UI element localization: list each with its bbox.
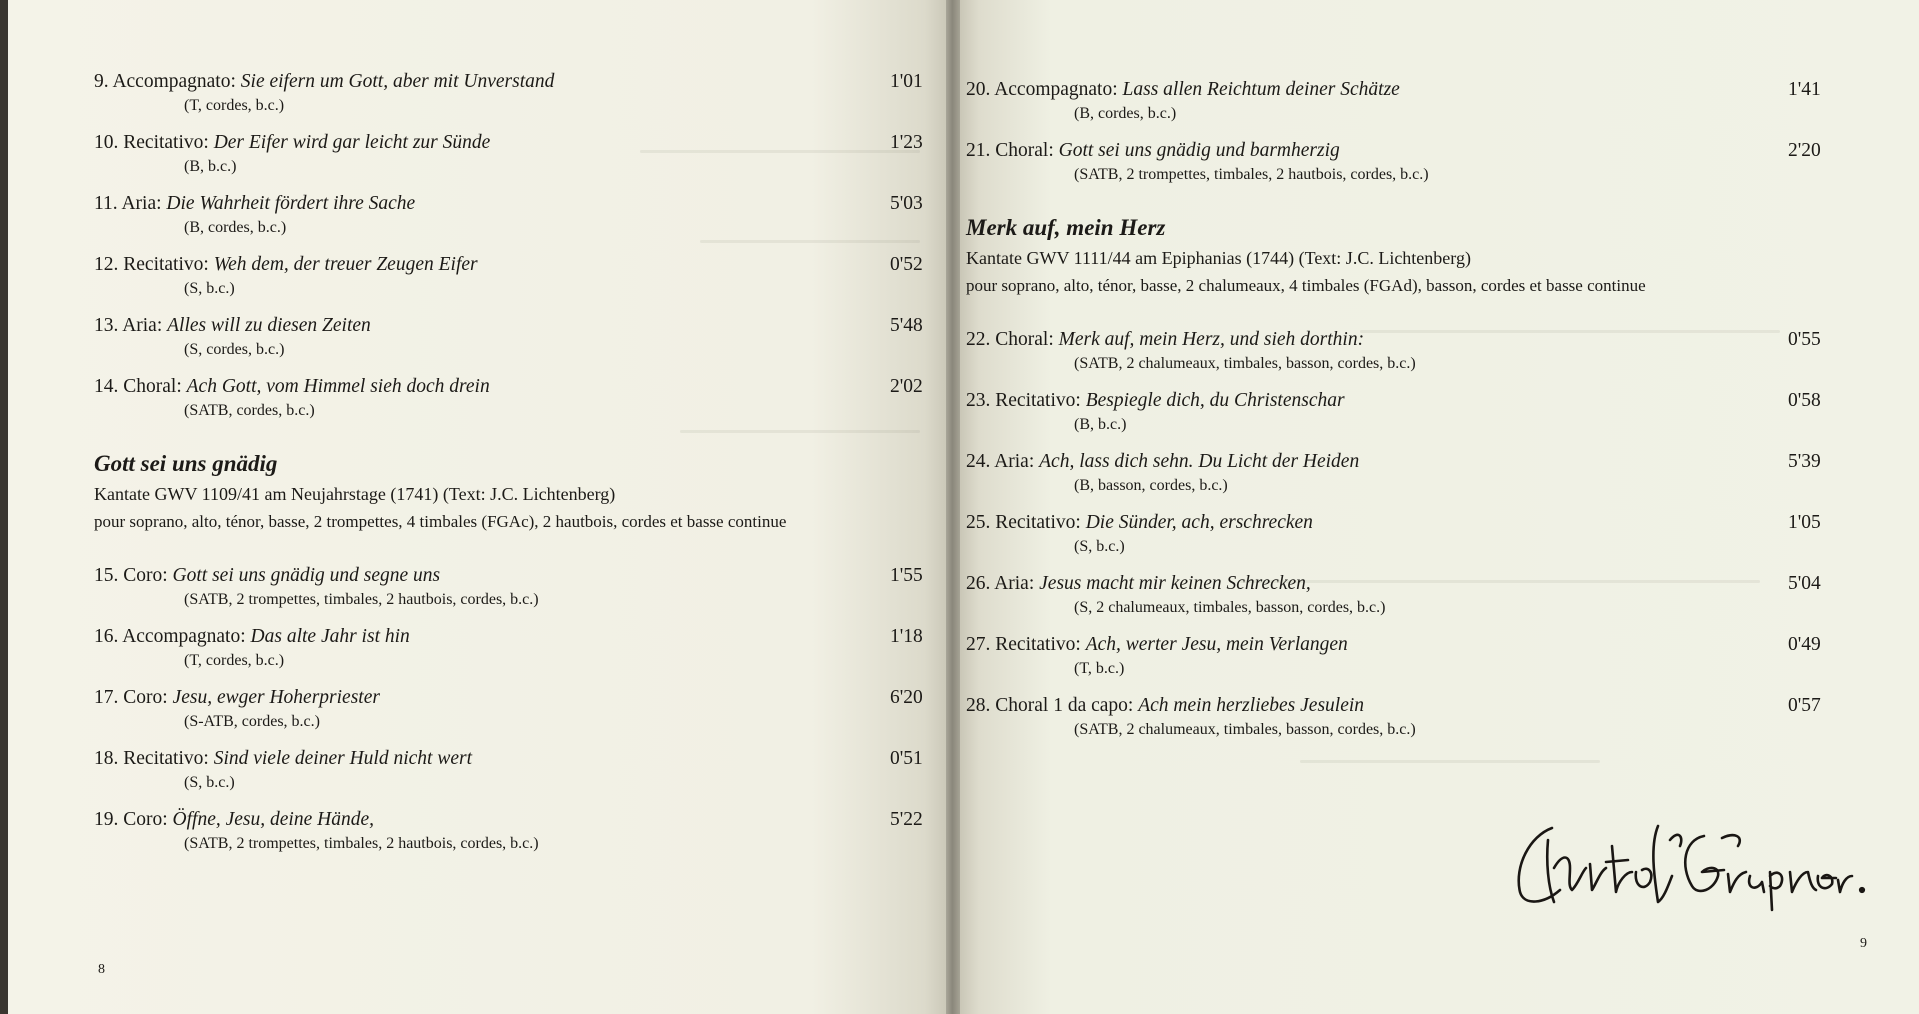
- track-group: [966, 326, 1846, 741]
- track-entry: [94, 562, 934, 611]
- track-title-line: [966, 631, 1846, 658]
- track-form: Recitativo:: [995, 512, 1081, 533]
- track-duration: 0'51: [890, 748, 923, 769]
- track-form: Recitativo:: [123, 254, 209, 275]
- track-scoring: (S, 2 chalumeaux, timbales, basson, cordes, b.c.): [1074, 599, 1386, 616]
- track-work-title: Die Wahrheit fördert ihre Sache: [166, 193, 416, 214]
- track-work-title: Jesus macht mir keinen Schrecken,: [1039, 573, 1311, 594]
- track-number: 14.: [94, 376, 119, 397]
- track-entry: [94, 745, 934, 794]
- cantata-heading: [94, 448, 934, 536]
- track-number: 16.: [94, 626, 119, 647]
- track-number: 19.: [94, 809, 119, 830]
- track-entry: [94, 129, 934, 178]
- track-form: Coro:: [123, 565, 168, 586]
- track-duration: 6'20: [890, 687, 923, 708]
- track-entry: [94, 312, 934, 361]
- track-title-line: [966, 509, 1846, 536]
- track-group: [94, 68, 934, 422]
- track-title-line: [94, 251, 934, 278]
- track-scoring: (T, cordes, b.c.): [184, 652, 285, 669]
- track-work-title: Der Eifer wird gar leicht zur Sünde: [213, 132, 491, 153]
- track-work-title: Lass allen Reichtum deiner Schätze: [1122, 79, 1400, 100]
- track-form: Accompagnato:: [994, 79, 1118, 100]
- track-scoring: (B, basson, cordes, b.c.): [1074, 477, 1228, 494]
- page-number: 9: [1860, 936, 1867, 951]
- track-form: Accompagnato:: [122, 626, 246, 647]
- track-number: 13.: [94, 315, 119, 336]
- track-form: Accompagnato:: [112, 71, 236, 92]
- track-scoring: (B, b.c.): [1074, 416, 1127, 433]
- track-work-title: Weh dem, der treuer Zeugen Eifer: [213, 254, 478, 275]
- track-work-title: Ach, werter Jesu, mein Verlangen: [1085, 634, 1348, 655]
- track-form: Recitativo:: [123, 132, 209, 153]
- track-duration: 5'48: [890, 315, 923, 336]
- track-duration: 0'55: [1788, 329, 1821, 350]
- track-title-line: [966, 326, 1846, 353]
- page-number: 8: [98, 962, 105, 977]
- track-duration: 1'41: [1788, 79, 1821, 100]
- track-form: Aria:: [994, 573, 1035, 594]
- track-scoring: (SATB, 2 trompettes, timbales, 2 hautbois, cordes, b.c.): [184, 591, 539, 608]
- track-duration: 0'58: [1788, 390, 1821, 411]
- track-scoring: (S, b.c.): [1074, 538, 1125, 555]
- track-work-title: Sie eifern um Gott, aber mit Unverstand: [240, 71, 555, 92]
- track-entry: [966, 387, 1846, 436]
- right-track-list: [966, 76, 1846, 753]
- track-number: 25.: [966, 512, 991, 533]
- book-spine: [946, 0, 960, 1014]
- track-entry: [94, 68, 934, 117]
- track-duration: 1'23: [890, 132, 923, 153]
- track-entry: [966, 448, 1846, 497]
- track-title-line: [966, 137, 1846, 164]
- track-number: 24.: [966, 451, 991, 472]
- track-scoring: (SATB, cordes, b.c.): [184, 402, 315, 419]
- track-number: 26.: [966, 573, 991, 594]
- track-form: Choral:: [123, 376, 182, 397]
- track-number: 9.: [94, 71, 109, 92]
- track-title-line: [94, 68, 934, 95]
- track-number: 18.: [94, 748, 119, 769]
- track-form: Choral:: [995, 329, 1054, 350]
- track-number: 28.: [966, 695, 991, 716]
- track-scoring: (B, cordes, b.c.): [1074, 105, 1177, 122]
- track-duration: 5'39: [1788, 451, 1821, 472]
- track-duration: 1'01: [890, 71, 923, 92]
- track-duration: 2'20: [1788, 140, 1821, 161]
- track-duration: 5'03: [890, 193, 923, 214]
- cantata-title: Merk auf, mein Herz: [966, 215, 1166, 240]
- track-title-line: [94, 745, 934, 772]
- cantata-title: Gott sei uns gnädig: [94, 451, 278, 476]
- track-group: [94, 562, 934, 855]
- track-number: 20.: [966, 79, 991, 100]
- track-entry: [966, 570, 1846, 619]
- track-title-line: [966, 448, 1846, 475]
- track-work-title: Gott sei uns gnädig und barmherzig: [1058, 140, 1340, 161]
- track-scoring: (B, cordes, b.c.): [184, 219, 287, 236]
- track-duration: 0'57: [1788, 695, 1821, 716]
- track-entry: [94, 623, 934, 672]
- track-title-line: [966, 76, 1846, 103]
- track-number: 22.: [966, 329, 991, 350]
- track-title-line: [966, 387, 1846, 414]
- cantata-scoring-line: pour soprano, alto, ténor, basse, 2 chalumeaux, 4 timbales (FGAd), basson, cordes et basse continue: [966, 276, 1646, 295]
- track-duration: 1'05: [1788, 512, 1821, 533]
- track-number: 27.: [966, 634, 991, 655]
- track-work-title: Merk auf, mein Herz, und sieh dorthin:: [1058, 329, 1365, 350]
- track-title-line: [94, 684, 934, 711]
- track-entry: [94, 806, 934, 855]
- track-entry: [966, 326, 1846, 375]
- track-entry: [94, 190, 934, 239]
- track-work-title: Die Sünder, ach, erschrecken: [1085, 512, 1313, 533]
- track-form: Recitativo:: [995, 390, 1081, 411]
- track-title-line: [94, 562, 934, 589]
- track-duration: 1'55: [890, 565, 923, 586]
- track-scoring: (S, b.c.): [184, 774, 235, 791]
- track-work-title: Jesu, ewger Hoherpriester: [172, 687, 380, 708]
- track-title-line: [94, 190, 934, 217]
- track-duration: 2'02: [890, 376, 923, 397]
- track-entry: [966, 692, 1846, 741]
- track-number: 10.: [94, 132, 119, 153]
- track-number: 12.: [94, 254, 119, 275]
- track-form: Aria:: [121, 193, 162, 214]
- track-scoring: (T, b.c.): [1074, 660, 1125, 677]
- track-entry: [966, 137, 1846, 186]
- track-title-line: [94, 129, 934, 156]
- track-form: Choral 1 da capo:: [995, 695, 1134, 716]
- cantata-scoring-line: pour soprano, alto, ténor, basse, 2 trompettes, 4 timbales (FGAc), 2 hautbois, cordes et basse continue: [94, 512, 787, 531]
- track-work-title: Ach mein herzliebes Jesulein: [1138, 695, 1365, 716]
- track-form: Coro:: [123, 809, 168, 830]
- track-scoring: (S-ATB, cordes, b.c.): [184, 713, 320, 730]
- track-work-title: Gott sei uns gnädig und segne uns: [172, 565, 441, 586]
- track-duration: 5'22: [890, 809, 923, 830]
- track-entry: [94, 684, 934, 733]
- track-duration: 0'49: [1788, 634, 1821, 655]
- cantata-catalog-line: Kantate GWV 1109/41 am Neujahrstage (1741) (Text: J.C. Lichtenberg): [94, 484, 616, 504]
- track-work-title: Alles will zu diesen Zeiten: [167, 315, 371, 336]
- track-form: Coro:: [123, 687, 168, 708]
- track-entry: [94, 251, 934, 300]
- track-work-title: Sind viele deiner Huld nicht wert: [213, 748, 473, 769]
- track-number: 23.: [966, 390, 991, 411]
- track-title-line: [966, 570, 1846, 597]
- track-duration: 1'18: [890, 626, 923, 647]
- track-title-line: [94, 312, 934, 339]
- track-work-title: Bespiegle dich, du Christenschar: [1085, 390, 1345, 411]
- track-group: [966, 76, 1846, 186]
- track-number: 21.: [966, 140, 991, 161]
- track-title-line: [94, 806, 934, 833]
- track-entry: [966, 76, 1846, 125]
- track-scoring: (T, cordes, b.c.): [184, 97, 285, 114]
- track-scoring: (SATB, 2 trompettes, timbales, 2 hautbois, cordes, b.c.): [1074, 166, 1429, 183]
- track-form: Aria:: [994, 451, 1035, 472]
- track-scoring: (S, b.c.): [184, 280, 235, 297]
- show-through-line: [1300, 760, 1600, 763]
- track-title-line: [94, 373, 934, 400]
- cantata-heading: [966, 212, 1846, 300]
- track-scoring: (SATB, 2 chalumeaux, timbales, basson, cordes, b.c.): [1074, 355, 1416, 372]
- track-entry: [94, 373, 934, 422]
- track-duration: 5'04: [1788, 573, 1821, 594]
- track-duration: 0'52: [890, 254, 923, 275]
- track-scoring: (S, cordes, b.c.): [184, 341, 285, 358]
- cantata-catalog-line: Kantate GWV 1111/44 am Epiphanias (1744) (Text: J.C. Lichtenberg): [966, 248, 1471, 268]
- track-form: Recitativo:: [995, 634, 1081, 655]
- track-scoring: (B, b.c.): [184, 158, 237, 175]
- track-scoring: (SATB, 2 chalumeaux, timbales, basson, cordes, b.c.): [1074, 721, 1416, 738]
- track-form: Choral:: [995, 140, 1054, 161]
- track-number: 17.: [94, 687, 119, 708]
- track-form: Aria:: [122, 315, 163, 336]
- track-work-title: Das alte Jahr ist hin: [250, 626, 410, 647]
- track-entry: [966, 509, 1846, 558]
- track-form: Recitativo:: [123, 748, 209, 769]
- composer-signature: [1508, 806, 1868, 916]
- track-title-line: [966, 692, 1846, 719]
- left-track-list: [94, 68, 934, 867]
- track-scoring: (SATB, 2 trompettes, timbales, 2 hautbois, cordes, b.c.): [184, 835, 539, 852]
- track-work-title: Ach, lass dich sehn. Du Licht der Heiden: [1039, 451, 1360, 472]
- track-work-title: Öffne, Jesu, deine Hände,: [172, 809, 374, 830]
- track-work-title: Ach Gott, vom Himmel sieh doch drein: [186, 376, 490, 397]
- track-title-line: [94, 623, 934, 650]
- track-number: 15.: [94, 565, 119, 586]
- track-number: 11.: [94, 193, 118, 214]
- track-entry: [966, 631, 1846, 680]
